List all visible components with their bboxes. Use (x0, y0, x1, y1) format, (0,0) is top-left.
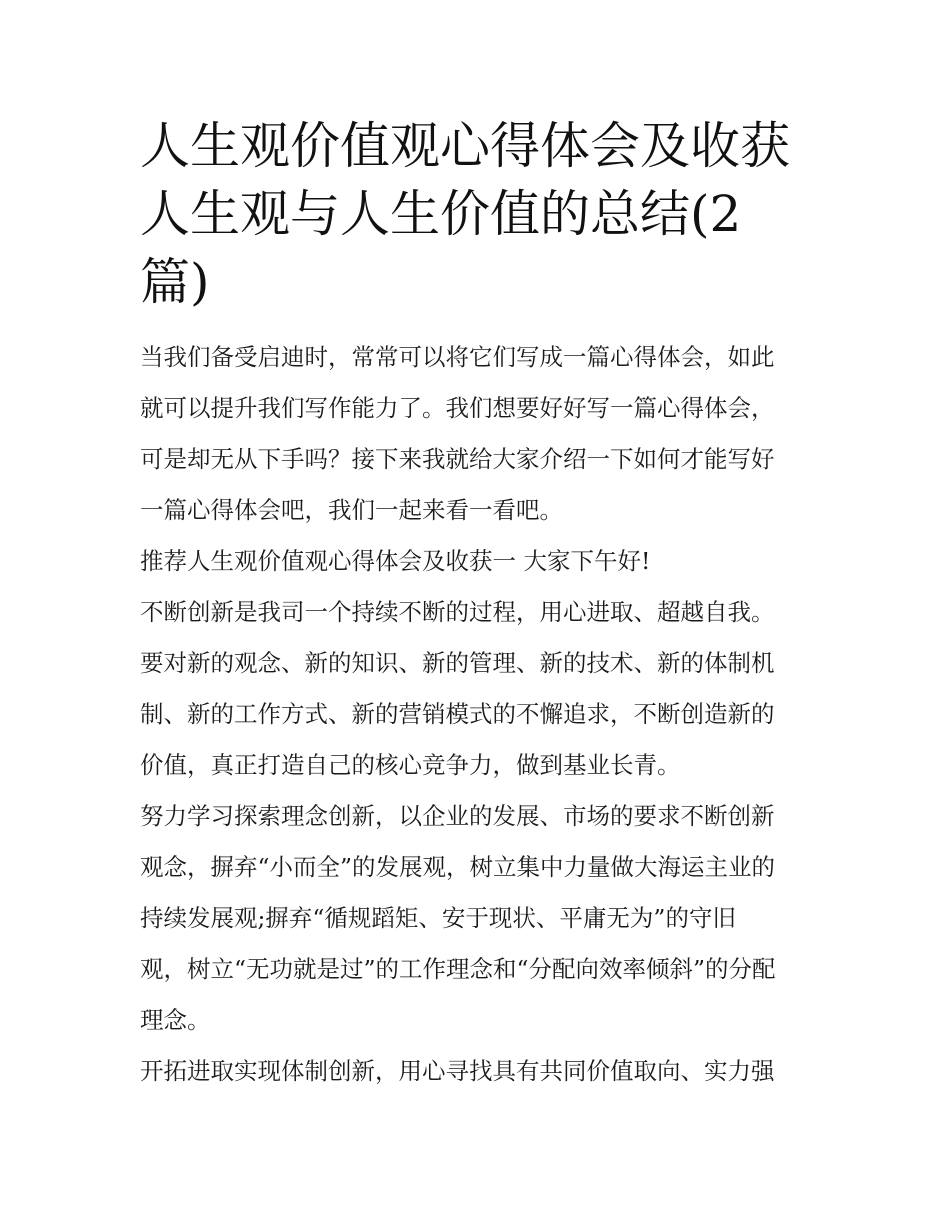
text-line: 可是却无从下手吗？接下来我就给大家介绍一下如何才能写好 (140, 445, 775, 473)
text-line: 观念，摒弃“小而全”的发展观，树立集中力量做大海运主业的 (140, 853, 776, 881)
text-line: 当我们备受启迪时，常常可以将它们写成一篇心得体会，如此 (140, 343, 775, 371)
paragraph-intro (140, 332, 820, 536)
text-line: 价值，真正打造自己的核心竞争力，做到基业长青。 (140, 751, 681, 779)
paragraph-concept (140, 791, 820, 1046)
text-line: 一篇心得体会吧，我们一起来看一看吧。 (140, 496, 563, 524)
paragraph-system (140, 1046, 820, 1097)
paragraph-innovation (140, 587, 820, 791)
document-body (140, 332, 820, 1097)
title-line: 人生观与人生价值的总结(2 (140, 185, 742, 243)
text-line: 努力学习探索理念创新，以企业的发展、市场的要求不断创新 (140, 802, 775, 830)
paragraph-recommend (140, 536, 820, 587)
text-line: 就可以提升我们写作能力了。我们想要好好写一篇心得体会， (140, 394, 775, 422)
text-line: 推荐人生观价值观心得体会及收获一 大家下午好! (140, 547, 651, 575)
document-page (140, 112, 820, 1097)
text-line: 要对新的观念、新的知识、新的管理、新的技术、新的体制机 (140, 649, 775, 677)
title-line: 篇) (140, 253, 210, 311)
text-line: 不断创新是我司一个持续不断的过程，用心进取、超越自我。 (140, 598, 775, 626)
text-line: 理念。 (140, 1006, 211, 1034)
text-line: 开拓进取实现体制创新，用心寻找具有共同价值取向、实力强 (140, 1057, 775, 1085)
document-title (140, 112, 820, 316)
text-line: 持续发展观;摒弃“循规蹈矩、安于现状、平庸无为”的守旧 (140, 904, 736, 932)
text-line: 观，树立“无功就是过”的工作理念和“分配向效率倾斜”的分配 (140, 955, 776, 983)
title-line: 人生观价值观心得体会及收获 (140, 117, 790, 175)
text-line: 制、新的工作方式、新的营销模式的不懈追求，不断创造新的 (140, 700, 775, 728)
